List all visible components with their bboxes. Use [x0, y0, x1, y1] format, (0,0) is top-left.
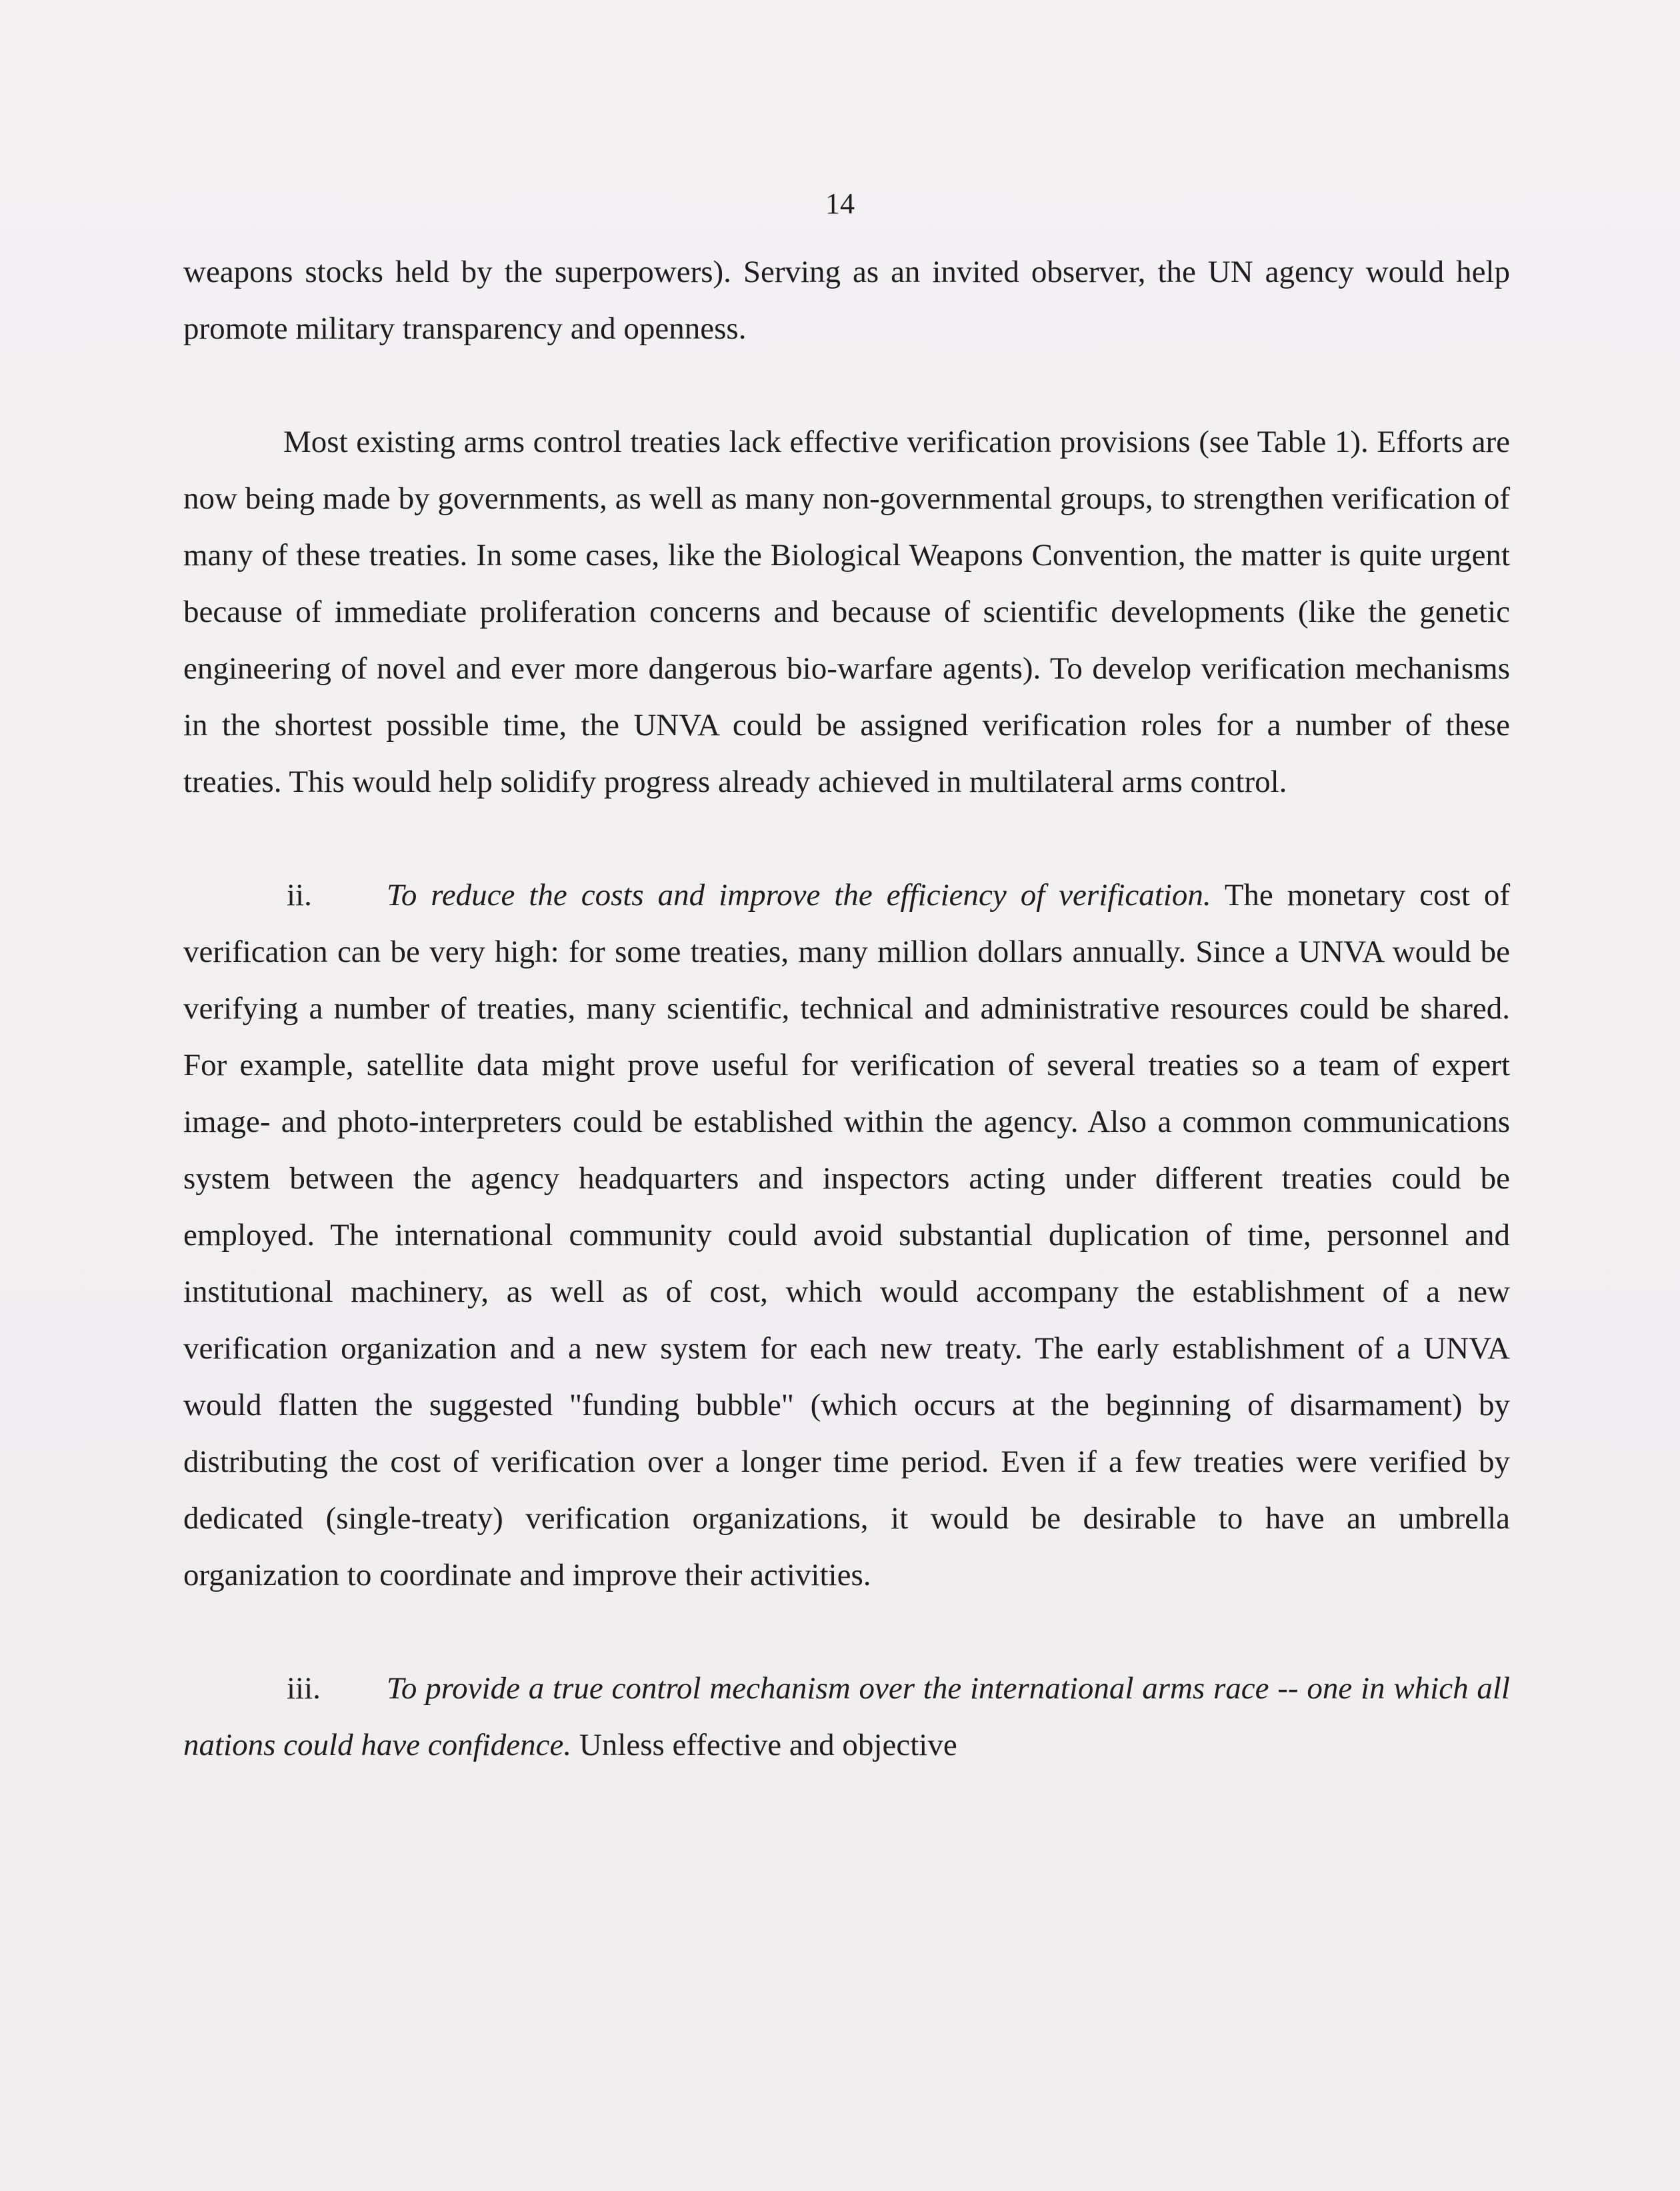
section-heading-italic: To reduce the costs and improve the efficiency of verification.	[387, 878, 1211, 913]
body-text	[183, 244, 1510, 1774]
paragraph-text: The monetary cost of verification can be very high: for some treaties, many million dollars annually. Since a UNVA would be verifying a number of treaties, many scientific, technical and administrative resources could be shared. For example, satellite data might prove useful for verification of several treaties so a team of expert image- and photo-interpreters could be established within the agency. Also a common communications system between the agency headquarters and inspectors acting under different treaties could be employed. The international community could avoid substantial duplication of time, personnel and institutional machinery, as well as of cost, which would accompany the establishment of a new verification organization and a new system for each new treaty. The early establishment of a UNVA would flatten the suggested "funding bubble" (which occurs at the beginning of disarmament) by distributing the cost of verification over a longer time period. Even if a few treaties were verified by dedicated (single-treaty) verification organizations, it would be desirable to have an umbrella organization to coordinate and improve their activities.	[183, 878, 1510, 1592]
paragraph-continuation: weapons stocks held by the superpowers). Serving as an invited observer, the UN agency would help promote military transparency and openness.	[183, 255, 1510, 346]
section-heading-italic: To provide a true control mechanism over the international arms race -- one in which all nations could have confidence.	[183, 1671, 1510, 1762]
paragraph-existing-treaties: Most existing arms control treaties lack effective verification provisions (see Table 1). Efforts are now being made by governments, as well as many non-governmental groups, to strengthen verification of many of these treaties. In some cases, like the Biological Weapons Convention, the matter is quite urgent because of immediate proliferation concerns and because of scientific developments (like the genetic engineering of novel and ever more dangerous bio-warfare agents). To develop verification mechanisms in the shortest possible time, the UNVA could be assigned verification roles for a number of these treaties. This would help solidify progress already achieved in multilateral arms control.	[183, 425, 1510, 799]
paragraph-costs-efficiency	[183, 867, 1510, 1604]
paragraph-text: Unless effective and objective	[571, 1728, 957, 1762]
list-numeral: iii.	[287, 1671, 321, 1706]
list-numeral: ii.	[287, 878, 312, 913]
page-number: 14	[825, 187, 855, 220]
paragraph-control-mechanism	[183, 1660, 1510, 1774]
